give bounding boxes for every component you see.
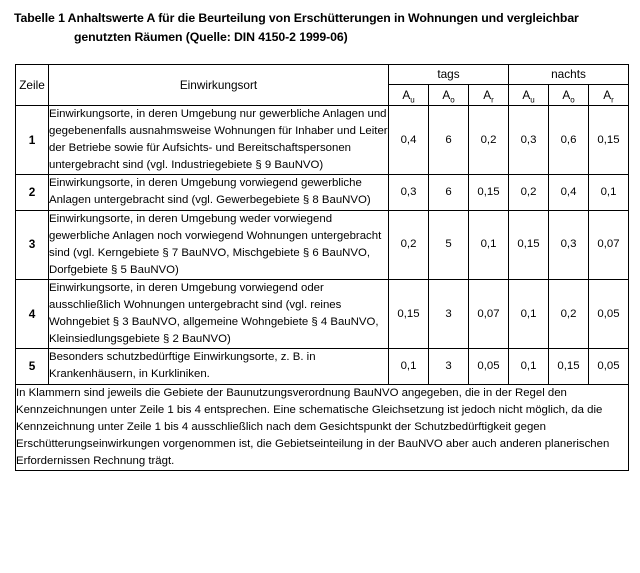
symbol-subscript-o: o bbox=[450, 94, 455, 104]
cell-zeile: 1 bbox=[16, 106, 49, 175]
cell-tags-ao: 3 bbox=[429, 349, 469, 384]
symbol-subscript-r: r bbox=[491, 94, 494, 104]
cell-tags-ao: 3 bbox=[429, 279, 469, 348]
cell-tags-au: 0,15 bbox=[389, 279, 429, 348]
column-header-nachts-ar bbox=[589, 85, 629, 106]
cell-tags-ao: 6 bbox=[429, 175, 469, 210]
table-row bbox=[16, 279, 629, 348]
cell-nachts-au: 0,3 bbox=[509, 106, 549, 175]
symbol-subscript-o: o bbox=[570, 94, 575, 104]
table-container bbox=[15, 64, 628, 471]
symbol-subscript-u: u bbox=[410, 94, 415, 104]
anhaltswerte-table bbox=[15, 64, 629, 471]
cell-nachts-au: 0,1 bbox=[509, 279, 549, 348]
symbol-a: A bbox=[603, 87, 612, 102]
cell-tags-au: 0,2 bbox=[389, 210, 429, 279]
table-header-row-groups bbox=[16, 65, 629, 85]
table-body bbox=[16, 106, 629, 471]
table-row bbox=[16, 210, 629, 279]
cell-zeile: 3 bbox=[16, 210, 49, 279]
cell-nachts-ao: 0,3 bbox=[549, 210, 589, 279]
cell-tags-ar: 0,07 bbox=[469, 279, 509, 348]
cell-einwirkungsort: Besonders schutzbedürftige Einwirkungsorte, z. B. in Krankenhäusern, in Kurkliniken. bbox=[49, 349, 389, 384]
symbol-a: A bbox=[562, 87, 571, 102]
table-head bbox=[16, 65, 629, 106]
symbol-a: A bbox=[522, 87, 531, 102]
cell-nachts-ar: 0,15 bbox=[589, 106, 629, 175]
column-header-zeile: Zeile bbox=[16, 65, 49, 106]
cell-nachts-ao: 0,2 bbox=[549, 279, 589, 348]
cell-tags-au: 0,4 bbox=[389, 106, 429, 175]
page-title-line-1: Tabelle 1 Anhaltswerte A für die Beurteilung von Erschütterungen in Wohnungen und vergleichbar bbox=[14, 11, 579, 25]
cell-tags-ar: 0,15 bbox=[469, 175, 509, 210]
page-title bbox=[0, 0, 640, 47]
cell-einwirkungsort: Einwirkungsorte, in deren Umgebung vorwiegend gewerbliche Anlagen untergebracht sind (vgl. Gewerbegebiete § 8 BauNVO) bbox=[49, 175, 389, 210]
symbol-a: A bbox=[442, 87, 451, 102]
cell-nachts-ar: 0,05 bbox=[589, 349, 629, 384]
column-header-tags-ar bbox=[469, 85, 509, 106]
cell-zeile: 2 bbox=[16, 175, 49, 210]
cell-einwirkungsort: Einwirkungsorte, in deren Umgebung vorwiegend oder ausschließlich Wohnungen untergebracht sind (vgl. reines Wohngebiet § 3 BauNVO, allgemeine Wohngebiete § 4 BauNVO, Kleinsiedlungsgebiete § 2 BauNVO) bbox=[49, 279, 389, 348]
cell-tags-ao: 5 bbox=[429, 210, 469, 279]
cell-nachts-ao: 0,4 bbox=[549, 175, 589, 210]
column-header-einwirkungsort: Einwirkungsort bbox=[49, 65, 389, 106]
cell-nachts-ar: 0,07 bbox=[589, 210, 629, 279]
symbol-subscript-r: r bbox=[611, 94, 614, 104]
cell-zeile: 5 bbox=[16, 349, 49, 384]
cell-tags-ar: 0,1 bbox=[469, 210, 509, 279]
cell-tags-ar: 0,05 bbox=[469, 349, 509, 384]
cell-einwirkungsort: Einwirkungsorte, in deren Umgebung nur gewerbliche Anlagen und gegebenenfalls ausnahmsweise Wohnungen für Inhaber und Leiter der Betriebe sowie für Aufsichts- und Bereitschaftspersonen untergebracht sind (vgl. Industriegebiete § 9 BauNVO) bbox=[49, 106, 389, 175]
cell-nachts-ar: 0,1 bbox=[589, 175, 629, 210]
symbol-a: A bbox=[402, 87, 411, 102]
table-footnote: In Klammern sind jeweils die Gebiete der Baunutzungsverordnung BauNVO angegeben, die in der Regel den Kennzeichnungen unter Zeile 1 bis 4 entsprechen. Eine schematische Gleichsetzung ist jedoch nicht möglich, da die Kennzeichnung unter Zeile 1 bis 4 ausschließlich nach dem Gesichtspunkt der Schutzbedürftigkeit gegen Erschütterungseinwirkungen vorgenommen ist, die Gebietseinteilung in der BauNVO aber auch anderen planerischen Erfordernissen Rechnung trägt. bbox=[16, 384, 629, 470]
cell-tags-ar: 0,2 bbox=[469, 106, 509, 175]
cell-tags-au: 0,1 bbox=[389, 349, 429, 384]
page-title-line-2: genutzten Räumen (Quelle: DIN 4150-2 1999-06) bbox=[74, 30, 348, 44]
cell-einwirkungsort: Einwirkungsorte, in deren Umgebung weder vorwiegend gewerbliche Anlagen noch vorwiegend Wohnungen untergebracht sind (vgl. Kerngebiete § 7 BauNVO, Mischgebiete § 6 BauNVO, Dorfgebiete § 5 BauNVO) bbox=[49, 210, 389, 279]
cell-nachts-ar: 0,05 bbox=[589, 279, 629, 348]
cell-nachts-au: 0,2 bbox=[509, 175, 549, 210]
table-row bbox=[16, 106, 629, 175]
cell-nachts-au: 0,15 bbox=[509, 210, 549, 279]
column-header-nachts-au bbox=[509, 85, 549, 106]
table-row bbox=[16, 175, 629, 210]
column-header-tags-au bbox=[389, 85, 429, 106]
column-group-header-nachts: nachts bbox=[509, 65, 629, 85]
table-footnote-row bbox=[16, 384, 629, 470]
column-group-header-tags: tags bbox=[389, 65, 509, 85]
cell-nachts-ao: 0,15 bbox=[549, 349, 589, 384]
cell-zeile: 4 bbox=[16, 279, 49, 348]
column-header-tags-ao bbox=[429, 85, 469, 106]
cell-nachts-au: 0,1 bbox=[509, 349, 549, 384]
symbol-subscript-u: u bbox=[530, 94, 535, 104]
table-row bbox=[16, 349, 629, 384]
cell-tags-ao: 6 bbox=[429, 106, 469, 175]
cell-nachts-ao: 0,6 bbox=[549, 106, 589, 175]
symbol-a: A bbox=[483, 87, 492, 102]
cell-tags-au: 0,3 bbox=[389, 175, 429, 210]
column-header-nachts-ao bbox=[549, 85, 589, 106]
